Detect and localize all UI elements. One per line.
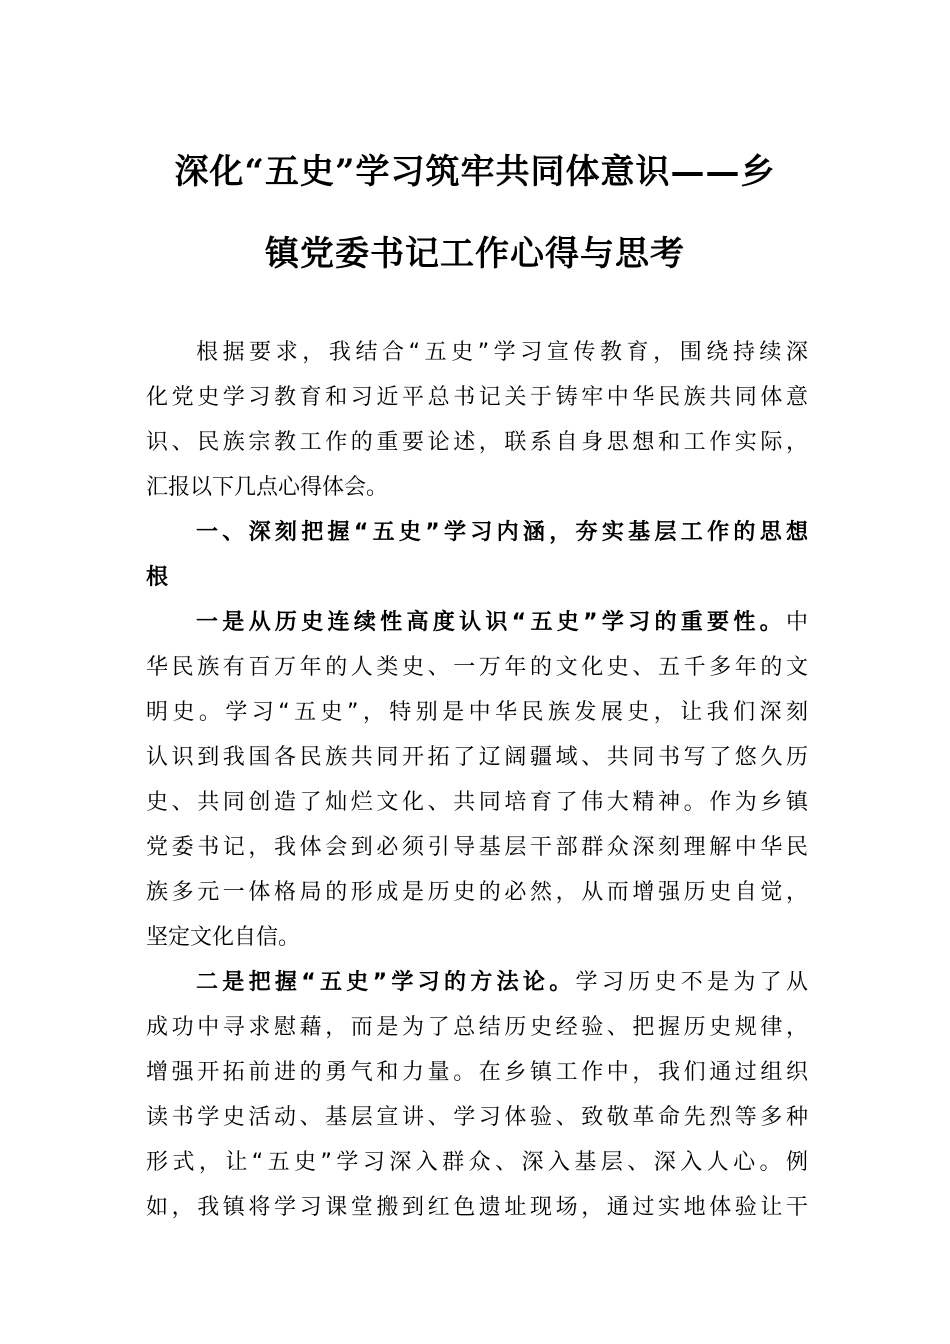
paragraph-line: 族多元一体格局的形成是历史的必然，从而增强历史自觉， bbox=[146, 880, 808, 905]
document-title-line-2: 镇党委书记工作心得与思考 bbox=[265, 234, 685, 274]
point-one-lead: 一是从历史连续性高度认识“五史”学习的重要性。 bbox=[196, 610, 786, 635]
paragraph-line: 化党史学习教育和习近平总书记关于铸牢中华民族共同体意 bbox=[146, 385, 808, 410]
paragraph-line: 如，我镇将学习课堂搬到红色遗址现场，通过实地体验让干 bbox=[146, 1195, 808, 1220]
paragraph-line: 党委书记，我体会到必须引导基层干部群众深刻理解中华民 bbox=[146, 835, 808, 860]
section-heading-line: 根 bbox=[146, 565, 169, 590]
paragraph-line: 增强开拓前进的勇气和力量。在乡镇工作中，我们通过组织 bbox=[146, 1060, 808, 1085]
paragraph-line: 明史。学习“五史”，特别是中华民族发展史，让我们深刻 bbox=[146, 700, 808, 725]
point-one-text: 中 bbox=[785, 610, 808, 635]
paragraph-line: 根据要求，我结合“五史”学习宣传教育，围绕持续深 bbox=[196, 340, 808, 365]
paragraph-line: 成功中寻求慰藉，而是为了总结历史经验、把握历史规律， bbox=[146, 1015, 808, 1040]
paragraph-line bbox=[196, 968, 808, 998]
paragraph-line: 华民族有百万年的人类史、一万年的文化史、五千多年的文 bbox=[146, 655, 808, 680]
paragraph-line: 坚定文化自信。 bbox=[146, 925, 301, 950]
section-heading-line: 一、深刻把握“五史”学习内涵，夯实基层工作的思想 bbox=[196, 520, 808, 545]
paragraph-line: 读书学史活动、基层宣讲、学习体验、致敬革命先烈等多种 bbox=[146, 1105, 808, 1130]
paragraph-line: 形式，让“五史”学习深入群众、深入基层、深入人心。例 bbox=[146, 1150, 808, 1175]
paragraph-line: 史、共同创造了灿烂文化、共同培育了伟大精神。作为乡镇 bbox=[146, 790, 808, 815]
paragraph-line bbox=[196, 608, 808, 638]
paragraph-line: 汇报以下几点心得体会。 bbox=[146, 475, 389, 500]
paragraph-line: 识、民族宗教工作的重要论述，联系自身思想和工作实际， bbox=[146, 430, 808, 455]
point-two-text: 学习历史不是为了从 bbox=[575, 970, 808, 995]
paragraph-line: 认识到我国各民族共同开拓了辽阔疆域、共同书写了悠久历 bbox=[146, 745, 808, 770]
point-two-lead: 二是把握“五史”学习的方法论。 bbox=[196, 970, 576, 995]
document-title-line-1: 深化“五史”学习筑牢共同体意识——乡 bbox=[174, 152, 776, 192]
